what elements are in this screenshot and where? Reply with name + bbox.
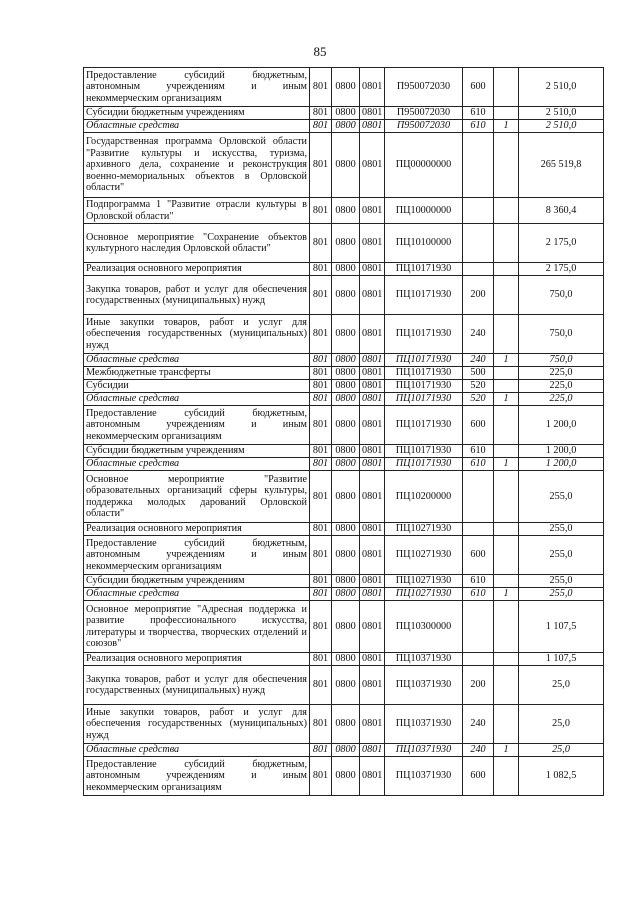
row-name: Подпрограмма 1 "Развитие отрасли культуры в Орловской области" bbox=[84, 198, 310, 224]
row-amount: 2 510,0 bbox=[519, 107, 604, 120]
row-funding-source: 1 bbox=[494, 393, 519, 406]
row-funding-source bbox=[494, 757, 519, 796]
row-subsection-code: 0801 bbox=[360, 276, 385, 315]
row-section-code: 0800 bbox=[332, 393, 360, 406]
table-row bbox=[84, 666, 604, 705]
table-row bbox=[84, 107, 604, 120]
row-name: Областные средства bbox=[84, 588, 310, 601]
row-target-article: ПЦ10171930 bbox=[385, 367, 463, 380]
row-grbs-code: 801 bbox=[310, 601, 332, 653]
row-section-code: 0800 bbox=[332, 107, 360, 120]
row-subsection-code: 0801 bbox=[360, 133, 385, 198]
row-subsection-code: 0801 bbox=[360, 471, 385, 523]
row-name: Основное мероприятие "Сохранение объектов культурного наследия Орловской области" bbox=[84, 224, 310, 263]
row-amount: 255,0 bbox=[519, 536, 604, 575]
row-subsection-code: 0801 bbox=[360, 601, 385, 653]
row-expense-type: 610 bbox=[463, 120, 494, 133]
row-amount: 225,0 bbox=[519, 380, 604, 393]
row-subsection-code: 0801 bbox=[360, 120, 385, 133]
row-funding-source bbox=[494, 198, 519, 224]
row-expense-type: 200 bbox=[463, 666, 494, 705]
row-section-code: 0800 bbox=[332, 523, 360, 536]
row-grbs-code: 801 bbox=[310, 536, 332, 575]
row-name: Основное мероприятие "Адресная поддержка и развитие профессионального искусства, литературы и творчества, творческих отделений и союзов" bbox=[84, 601, 310, 653]
row-name: Основное мероприятие "Развитие образовательных организаций сферы культуры, поддержка молодых дарований Орловской области" bbox=[84, 471, 310, 523]
row-section-code: 0800 bbox=[332, 601, 360, 653]
row-name: Закупка товаров, работ и услуг для обеспечения государственных (муниципальных) нужд bbox=[84, 276, 310, 315]
row-section-code: 0800 bbox=[332, 224, 360, 263]
row-grbs-code: 801 bbox=[310, 588, 332, 601]
row-amount: 225,0 bbox=[519, 393, 604, 406]
row-section-code: 0800 bbox=[332, 367, 360, 380]
row-section-code: 0800 bbox=[332, 666, 360, 705]
row-subsection-code: 0801 bbox=[360, 406, 385, 445]
row-target-article: ПЦ10371930 bbox=[385, 653, 463, 666]
row-amount: 750,0 bbox=[519, 315, 604, 354]
row-amount: 255,0 bbox=[519, 523, 604, 536]
row-grbs-code: 801 bbox=[310, 263, 332, 276]
row-funding-source bbox=[494, 276, 519, 315]
row-expense-type: 240 bbox=[463, 705, 494, 744]
row-grbs-code: 801 bbox=[310, 224, 332, 263]
row-expense-type: 610 bbox=[463, 458, 494, 471]
row-section-code: 0800 bbox=[332, 198, 360, 224]
row-section-code: 0800 bbox=[332, 588, 360, 601]
row-name: Областные средства bbox=[84, 354, 310, 367]
row-expense-type bbox=[463, 471, 494, 523]
row-funding-source bbox=[494, 705, 519, 744]
table-row bbox=[84, 367, 604, 380]
row-name: Закупка товаров, работ и услуг для обеспечения государственных (муниципальных) нужд bbox=[84, 666, 310, 705]
row-expense-type: 520 bbox=[463, 380, 494, 393]
row-grbs-code: 801 bbox=[310, 393, 332, 406]
row-name: Предоставление субсидий бюджетным, автономным учреждениям и иным некоммерческим организациям bbox=[84, 68, 310, 107]
row-amount: 225,0 bbox=[519, 367, 604, 380]
row-funding-source bbox=[494, 471, 519, 523]
row-target-article: ПЦ10171930 bbox=[385, 380, 463, 393]
row-grbs-code: 801 bbox=[310, 666, 332, 705]
row-grbs-code: 801 bbox=[310, 757, 332, 796]
row-expense-type bbox=[463, 601, 494, 653]
row-target-article: ПЦ10171930 bbox=[385, 406, 463, 445]
row-subsection-code: 0801 bbox=[360, 315, 385, 354]
row-grbs-code: 801 bbox=[310, 315, 332, 354]
row-name: Государственная программа Орловской области "Развитие культуры и искусства, туризма, архивного дела, сохранение и реконструкция военно-мемориальных объектов в Орловской области" bbox=[84, 133, 310, 198]
row-subsection-code: 0801 bbox=[360, 393, 385, 406]
row-grbs-code: 801 bbox=[310, 406, 332, 445]
row-name: Предоставление субсидий бюджетным, автономным учреждениям и иным некоммерческим организациям bbox=[84, 536, 310, 575]
row-amount: 255,0 bbox=[519, 471, 604, 523]
row-name: Предоставление субсидий бюджетным, автономным учреждениям и иным некоммерческим организациям bbox=[84, 757, 310, 796]
row-section-code: 0800 bbox=[332, 744, 360, 757]
row-grbs-code: 801 bbox=[310, 276, 332, 315]
row-name: Субсидии бюджетным учреждениям bbox=[84, 107, 310, 120]
row-expense-type: 600 bbox=[463, 406, 494, 445]
row-section-code: 0800 bbox=[332, 705, 360, 744]
row-target-article: ПЦ10371930 bbox=[385, 744, 463, 757]
row-section-code: 0800 bbox=[332, 757, 360, 796]
row-amount: 750,0 bbox=[519, 354, 604, 367]
row-subsection-code: 0801 bbox=[360, 367, 385, 380]
table-row bbox=[84, 120, 604, 133]
row-expense-type: 500 bbox=[463, 367, 494, 380]
table-row bbox=[84, 601, 604, 653]
row-target-article: ПЦ10271930 bbox=[385, 588, 463, 601]
row-funding-source bbox=[494, 224, 519, 263]
budget-table-body bbox=[84, 68, 604, 796]
row-target-article: П950072030 bbox=[385, 107, 463, 120]
table-row bbox=[84, 198, 604, 224]
row-name: Реализация основного мероприятия bbox=[84, 523, 310, 536]
row-amount: 2 175,0 bbox=[519, 263, 604, 276]
row-expense-type: 610 bbox=[463, 445, 494, 458]
row-section-code: 0800 bbox=[332, 354, 360, 367]
row-target-article: ПЦ10371930 bbox=[385, 666, 463, 705]
row-funding-source bbox=[494, 107, 519, 120]
row-subsection-code: 0801 bbox=[360, 354, 385, 367]
table-row bbox=[84, 276, 604, 315]
row-subsection-code: 0801 bbox=[360, 380, 385, 393]
row-subsection-code: 0801 bbox=[360, 744, 385, 757]
row-grbs-code: 801 bbox=[310, 705, 332, 744]
row-name: Иные закупки товаров, работ и услуг для обеспечения государственных (муниципальных) нужд bbox=[84, 315, 310, 354]
row-subsection-code: 0801 bbox=[360, 224, 385, 263]
row-section-code: 0800 bbox=[332, 380, 360, 393]
row-grbs-code: 801 bbox=[310, 367, 332, 380]
row-funding-source bbox=[494, 380, 519, 393]
row-expense-type bbox=[463, 653, 494, 666]
row-funding-source bbox=[494, 315, 519, 354]
page-number: 85 bbox=[313, 44, 327, 59]
row-target-article: ПЦ00000000 bbox=[385, 133, 463, 198]
row-name: Областные средства bbox=[84, 744, 310, 757]
row-name: Областные средства bbox=[84, 458, 310, 471]
row-grbs-code: 801 bbox=[310, 68, 332, 107]
row-amount: 1 082,5 bbox=[519, 757, 604, 796]
row-funding-source bbox=[494, 133, 519, 198]
row-target-article: ПЦ10171930 bbox=[385, 263, 463, 276]
row-amount: 255,0 bbox=[519, 588, 604, 601]
row-expense-type: 610 bbox=[463, 107, 494, 120]
row-funding-source: 1 bbox=[494, 588, 519, 601]
row-expense-type: 240 bbox=[463, 315, 494, 354]
row-expense-type: 240 bbox=[463, 354, 494, 367]
row-grbs-code: 801 bbox=[310, 744, 332, 757]
row-funding-source bbox=[494, 68, 519, 107]
table-row bbox=[84, 744, 604, 757]
row-section-code: 0800 bbox=[332, 263, 360, 276]
row-target-article: ПЦ10271930 bbox=[385, 575, 463, 588]
row-section-code: 0800 bbox=[332, 445, 360, 458]
row-funding-source bbox=[494, 367, 519, 380]
table-row bbox=[84, 588, 604, 601]
row-funding-source bbox=[494, 263, 519, 276]
row-subsection-code: 0801 bbox=[360, 536, 385, 575]
row-grbs-code: 801 bbox=[310, 133, 332, 198]
table-row bbox=[84, 458, 604, 471]
row-amount: 2 510,0 bbox=[519, 120, 604, 133]
table-row bbox=[84, 705, 604, 744]
table-row bbox=[84, 471, 604, 523]
table-row bbox=[84, 133, 604, 198]
row-subsection-code: 0801 bbox=[360, 198, 385, 224]
row-funding-source bbox=[494, 406, 519, 445]
row-target-article: ПЦ10300000 bbox=[385, 601, 463, 653]
table-row bbox=[84, 380, 604, 393]
row-name: Предоставление субсидий бюджетным, автономным учреждениям и иным некоммерческим организациям bbox=[84, 406, 310, 445]
row-grbs-code: 801 bbox=[310, 523, 332, 536]
row-funding-source: 1 bbox=[494, 458, 519, 471]
table-row bbox=[84, 406, 604, 445]
table-row bbox=[84, 68, 604, 107]
row-expense-type bbox=[463, 133, 494, 198]
row-subsection-code: 0801 bbox=[360, 757, 385, 796]
row-name: Межбюджетные трансферты bbox=[84, 367, 310, 380]
row-section-code: 0800 bbox=[332, 458, 360, 471]
table-row bbox=[84, 354, 604, 367]
row-expense-type bbox=[463, 263, 494, 276]
row-name: Субсидии bbox=[84, 380, 310, 393]
row-expense-type: 600 bbox=[463, 757, 494, 796]
row-subsection-code: 0801 bbox=[360, 68, 385, 107]
table-row bbox=[84, 523, 604, 536]
table-row bbox=[84, 224, 604, 263]
row-subsection-code: 0801 bbox=[360, 263, 385, 276]
row-target-article: ПЦ10271930 bbox=[385, 523, 463, 536]
row-amount: 25,0 bbox=[519, 705, 604, 744]
row-name: Субсидии бюджетным учреждениям bbox=[84, 575, 310, 588]
row-target-article: ПЦ10100000 bbox=[385, 224, 463, 263]
row-subsection-code: 0801 bbox=[360, 588, 385, 601]
row-expense-type: 610 bbox=[463, 588, 494, 601]
row-subsection-code: 0801 bbox=[360, 445, 385, 458]
row-subsection-code: 0801 bbox=[360, 107, 385, 120]
row-subsection-code: 0801 bbox=[360, 523, 385, 536]
row-expense-type bbox=[463, 198, 494, 224]
row-expense-type bbox=[463, 224, 494, 263]
row-amount: 2 175,0 bbox=[519, 224, 604, 263]
row-funding-source bbox=[494, 523, 519, 536]
row-grbs-code: 801 bbox=[310, 380, 332, 393]
row-target-article: ПЦ10171930 bbox=[385, 315, 463, 354]
row-subsection-code: 0801 bbox=[360, 458, 385, 471]
table-row bbox=[84, 445, 604, 458]
row-expense-type: 610 bbox=[463, 575, 494, 588]
row-subsection-code: 0801 bbox=[360, 653, 385, 666]
row-target-article: ПЦ10171930 bbox=[385, 445, 463, 458]
row-amount: 1 200,0 bbox=[519, 458, 604, 471]
row-grbs-code: 801 bbox=[310, 653, 332, 666]
row-expense-type: 600 bbox=[463, 68, 494, 107]
table-row bbox=[84, 536, 604, 575]
row-expense-type bbox=[463, 523, 494, 536]
table-row bbox=[84, 315, 604, 354]
row-target-article: ПЦ10200000 bbox=[385, 471, 463, 523]
row-amount: 1 107,5 bbox=[519, 601, 604, 653]
row-amount: 1 200,0 bbox=[519, 406, 604, 445]
row-amount: 2 510,0 bbox=[519, 68, 604, 107]
row-amount: 25,0 bbox=[519, 666, 604, 705]
budget-table bbox=[83, 67, 604, 796]
row-target-article: П950072030 bbox=[385, 120, 463, 133]
row-grbs-code: 801 bbox=[310, 198, 332, 224]
row-target-article: ПЦ10371930 bbox=[385, 705, 463, 744]
row-expense-type: 600 bbox=[463, 536, 494, 575]
row-funding-source bbox=[494, 536, 519, 575]
row-funding-source bbox=[494, 445, 519, 458]
row-funding-source bbox=[494, 666, 519, 705]
row-section-code: 0800 bbox=[332, 536, 360, 575]
row-grbs-code: 801 bbox=[310, 120, 332, 133]
row-target-article: ПЦ10271930 bbox=[385, 536, 463, 575]
row-section-code: 0800 bbox=[332, 68, 360, 107]
row-section-code: 0800 bbox=[332, 133, 360, 198]
row-funding-source bbox=[494, 653, 519, 666]
row-target-article: ПЦ10171930 bbox=[385, 276, 463, 315]
row-funding-source: 1 bbox=[494, 120, 519, 133]
row-target-article: П950072030 bbox=[385, 68, 463, 107]
row-funding-source: 1 bbox=[494, 354, 519, 367]
row-name: Областные средства bbox=[84, 393, 310, 406]
row-target-article: ПЦ10171930 bbox=[385, 354, 463, 367]
row-grbs-code: 801 bbox=[310, 445, 332, 458]
row-section-code: 0800 bbox=[332, 120, 360, 133]
row-amount: 1 200,0 bbox=[519, 445, 604, 458]
row-grbs-code: 801 bbox=[310, 575, 332, 588]
table-row bbox=[84, 653, 604, 666]
row-amount: 25,0 bbox=[519, 744, 604, 757]
table-row bbox=[84, 757, 604, 796]
row-funding-source: 1 bbox=[494, 744, 519, 757]
row-funding-source bbox=[494, 601, 519, 653]
row-section-code: 0800 bbox=[332, 276, 360, 315]
table-row bbox=[84, 575, 604, 588]
row-subsection-code: 0801 bbox=[360, 666, 385, 705]
row-subsection-code: 0801 bbox=[360, 575, 385, 588]
row-grbs-code: 801 bbox=[310, 458, 332, 471]
table-row bbox=[84, 393, 604, 406]
row-target-article: ПЦ10171930 bbox=[385, 393, 463, 406]
row-target-article: ПЦ10000000 bbox=[385, 198, 463, 224]
row-expense-type: 520 bbox=[463, 393, 494, 406]
row-amount: 255,0 bbox=[519, 575, 604, 588]
row-expense-type: 200 bbox=[463, 276, 494, 315]
row-name: Реализация основного мероприятия bbox=[84, 263, 310, 276]
row-section-code: 0800 bbox=[332, 315, 360, 354]
row-grbs-code: 801 bbox=[310, 107, 332, 120]
row-target-article: ПЦ10171930 bbox=[385, 458, 463, 471]
row-amount: 265 519,8 bbox=[519, 133, 604, 198]
table-row bbox=[84, 263, 604, 276]
row-subsection-code: 0801 bbox=[360, 705, 385, 744]
row-grbs-code: 801 bbox=[310, 471, 332, 523]
row-expense-type: 240 bbox=[463, 744, 494, 757]
row-section-code: 0800 bbox=[332, 406, 360, 445]
row-name: Областные средства bbox=[84, 120, 310, 133]
row-name: Реализация основного мероприятия bbox=[84, 653, 310, 666]
row-funding-source bbox=[494, 575, 519, 588]
row-section-code: 0800 bbox=[332, 575, 360, 588]
row-section-code: 0800 bbox=[332, 653, 360, 666]
row-amount: 8 360,4 bbox=[519, 198, 604, 224]
row-name: Субсидии бюджетным учреждениям bbox=[84, 445, 310, 458]
row-grbs-code: 801 bbox=[310, 354, 332, 367]
row-name: Иные закупки товаров, работ и услуг для обеспечения государственных (муниципальных) нужд bbox=[84, 705, 310, 744]
row-section-code: 0800 bbox=[332, 471, 360, 523]
row-amount: 750,0 bbox=[519, 276, 604, 315]
row-amount: 1 107,5 bbox=[519, 653, 604, 666]
row-target-article: ПЦ10371930 bbox=[385, 757, 463, 796]
